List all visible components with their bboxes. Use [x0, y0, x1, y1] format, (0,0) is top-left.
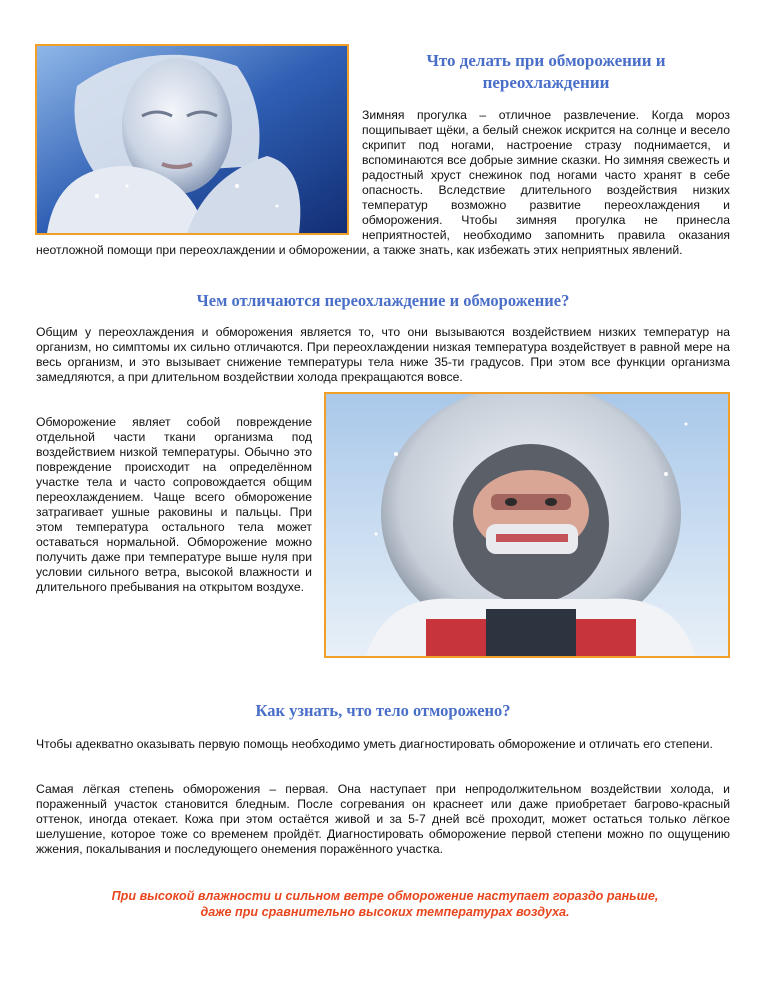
warning-note-line2: даже при сравнительно высоких температурах воздуха.	[200, 905, 570, 919]
section1-heading: Чем отличаются переохлаждение и обморожение?	[196, 291, 570, 310]
section1-paragraph2-text: Обморожение являет собой повреждение отдельной части ткани организма под воздействием низкой температуры. Обычно это повреждение происходит на определённом участке тела и часто сопровождается общим переохлаждением. Чаще всего обморожение затрагивает ушные раковины и пальцы. При этом температура остального тела может оставаться нормальной. Обморожение можно получить даже при температуре выше нуля при условии сильного ветра, высокой влажности и длительного пребывания на открытом воздухе.	[36, 415, 312, 594]
page-title-line2: переохлаждении	[482, 73, 610, 92]
page-title	[362, 50, 730, 94]
intro-photo-spacer	[36, 108, 362, 232]
section2-paragraph1: Чтобы адекватно оказывать первую помощь необходимо уметь диагностировать обморожение и отличать его степени.	[36, 737, 713, 751]
page-title-line1: Что делать при обморожении и	[426, 51, 666, 70]
warning-note-line1: При высокой влажности и сильном ветре обморожение наступает гораздо раньше,	[111, 889, 659, 903]
warning-note	[40, 888, 730, 920]
frozen-hood-illustration	[326, 394, 728, 656]
section2-heading: Как узнать, что тело отморожено?	[255, 701, 511, 720]
section1-paragraph1: Общим у переохлаждения и обморожения является то, что они вызываются воздействием низких температур на организм, но симптомы их сильно отличаются. При переохлаждении низкая температура воздействует в равной мере на весь организм, и это вызывает снижение температуры тела ниже 35-ти градусов. При этом все функции организма замедляются, а при длительном воздействии холода прекращаются вовсе.	[36, 325, 730, 384]
intro-paragraph	[36, 108, 730, 258]
frozen-hood-photo	[324, 392, 730, 658]
intro-text: Зимняя прогулка – отличное развлечение. Когда мороз пощипывает щёки, а белый снежок искрится на солнце и весело скрипит под ногами, настроение стразу поднимается, и вспоминаются все добрые зимние сказки. Но зимняя свежесть и радостный хруст снежинок под ногами часто хранят в себе опасность. Вследствие длительного воздействия низких температур возможно развитие переохлаждения и обморожения. Чтобы зимняя прогулка не принесла неприятностей, необходимо запомнить правила оказания неотложной помощи при переохлаждении и обморожении, а также знать, как избежать этих неприятных явлений.	[36, 108, 730, 257]
section2-paragraph2: Самая лёгкая степень обморожения – первая. Она наступает при непродолжительном воздействии холода, и пораженный участок становится бледным. После согревания он краснеет или даже приобретает багрово-красный оттенок, иногда отекает. Кожа при этом остаётся живой и за 5-7 дней всё проходит, может остаться только лёгкое шелушение, которое тоже со временем пройдёт. Диагностировать обморожение первой степени можно по ощущению жжения, покалывания и последующего онемения поражённого участка.	[36, 782, 730, 856]
